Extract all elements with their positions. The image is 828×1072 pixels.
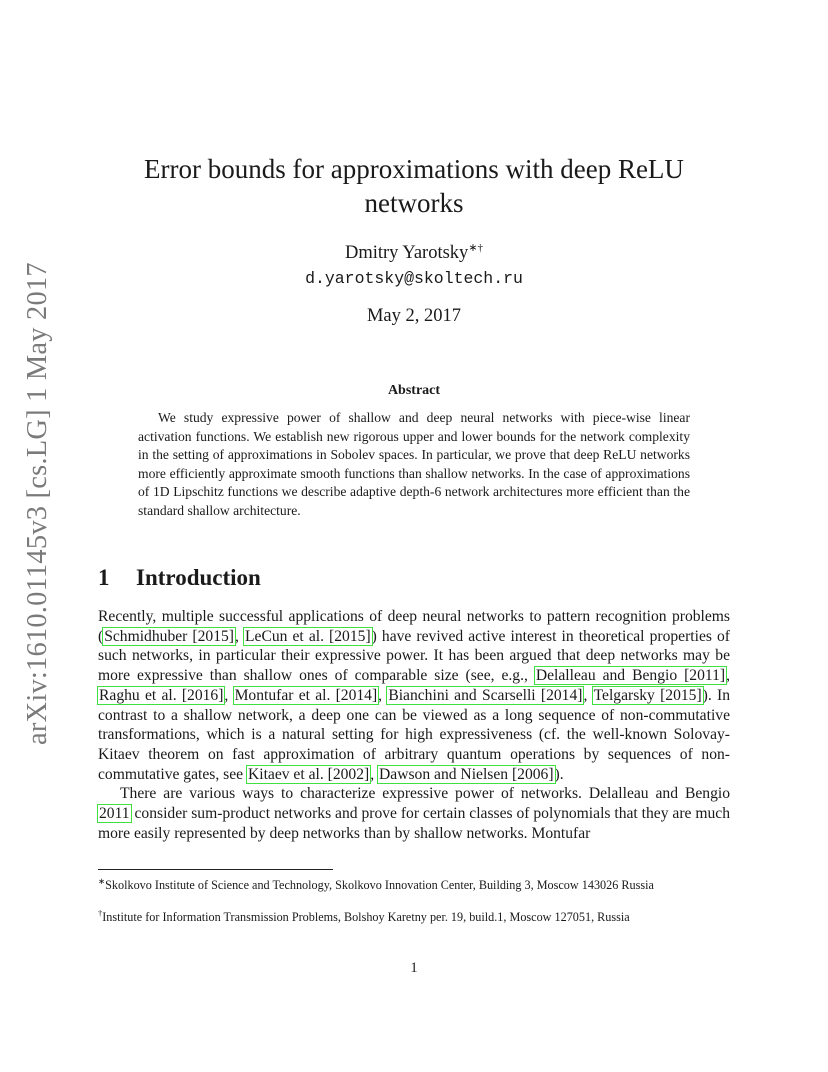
text-run: , xyxy=(583,686,593,704)
arxiv-identifier-stamp: arXiv:1610.01145v3 [cs.LG] 1 May 2017 xyxy=(22,262,53,745)
citation-link[interactable]: LeCun et al. [2015] xyxy=(245,627,371,645)
text-run: , xyxy=(224,686,234,704)
citation-link[interactable]: Bianchini and Scarselli [2014] xyxy=(388,686,583,704)
text-run: consider sum-product networks and prove for certain classes of polynomials that they are much more easily represented by deep networks than by shallow networks. Montufar xyxy=(98,805,730,842)
abstract-text: We study expressive power of shallow and deep neural networks with piece-wise linear activation functions. We establish new rigorous upper and lower bounds for the network complexity in the setting of approximations in Sobolev spaces. In particular, we prove that deep ReLU networks more efficiently approximate smooth functions than shallow networks. In the case of approximations of 1D Lipschitz functions we describe adaptive depth-6 network architectures more efficient than the standard shallow architecture. xyxy=(138,410,690,518)
citation-link[interactable]: 2011 xyxy=(99,805,130,823)
text-run: , xyxy=(235,627,244,645)
citation-link[interactable]: Montufar et al. [2014] xyxy=(234,686,378,704)
paragraph-1 xyxy=(98,607,730,784)
abstract-body xyxy=(138,409,690,520)
footnote-text: Institute for Information Transmission Problems, Bolshoy Karetny per. 19, build.1, Moscow 127051, Russia xyxy=(102,910,630,925)
text-run: There are various ways to characterize expressive power of networks. Delalleau and Bengio xyxy=(120,785,730,803)
author-footnote-marks: ∗† xyxy=(468,242,484,254)
citation-link[interactable]: Kitaev et al. [2002] xyxy=(247,765,370,783)
text-run: , xyxy=(378,686,388,704)
author-line xyxy=(98,241,730,264)
author-name: Dmitry Yarotsky xyxy=(344,243,469,264)
text-run: Recently, multiple successful applications of deep neural networks to pattern recognition problems ( xyxy=(98,608,730,645)
page-number: 1 xyxy=(410,960,418,976)
citation-link[interactable]: Raghu et al. [2016] xyxy=(99,686,224,704)
footnote-rule xyxy=(98,869,333,870)
section-title: Introduction xyxy=(136,565,261,590)
footnote-text: Skolkovo Institute of Science and Technology, Skolkovo Innovation Center, Building 3, Moscow 143026 Russia xyxy=(105,878,654,893)
citation-link[interactable]: Telgarsky [2015] xyxy=(593,686,702,704)
text-run: ). In contrast to a shallow network, a deep one can be viewed as a long sequence of non-commutative transformations, which is a natural setting for high expressiveness (cf. the well-known Solovay-Kitaev theorem on fast approximation of arbitrary quantum operations by sequences of non-commutative gates, see xyxy=(98,686,730,783)
text-run: ). xyxy=(554,765,564,783)
footnote-mark: † xyxy=(98,908,103,918)
abstract-heading: Abstract xyxy=(387,383,441,398)
paper-date: May 2, 2017 xyxy=(366,306,462,326)
text-run: ) have revived active interest in theoretical properties of such networks, in particular their expressive power. It has been argued that deep networks may be more expressive than shallow ones of comparable size (see, e.g., xyxy=(98,627,730,685)
author-email: d.yarotsky@skoltech.ru xyxy=(305,269,523,288)
paper-title: Error bounds for approximations with deep ReLU networks xyxy=(144,154,684,218)
citation-link[interactable]: Delalleau and Bengio [2011] xyxy=(535,667,726,685)
footnote-2 xyxy=(98,905,730,926)
footnote-mark: ∗ xyxy=(98,876,106,886)
paragraph-2 xyxy=(98,784,730,843)
citation-link[interactable]: Dawson and Nielsen [2006] xyxy=(379,765,554,783)
footnote-1 xyxy=(98,873,730,894)
text-run: , xyxy=(726,667,730,685)
section-heading xyxy=(98,565,261,591)
introduction-body xyxy=(98,607,730,843)
citation-link[interactable]: Schmidhuber [2015] xyxy=(104,627,235,645)
text-run: , xyxy=(370,765,379,783)
section-number: 1 xyxy=(98,565,110,590)
